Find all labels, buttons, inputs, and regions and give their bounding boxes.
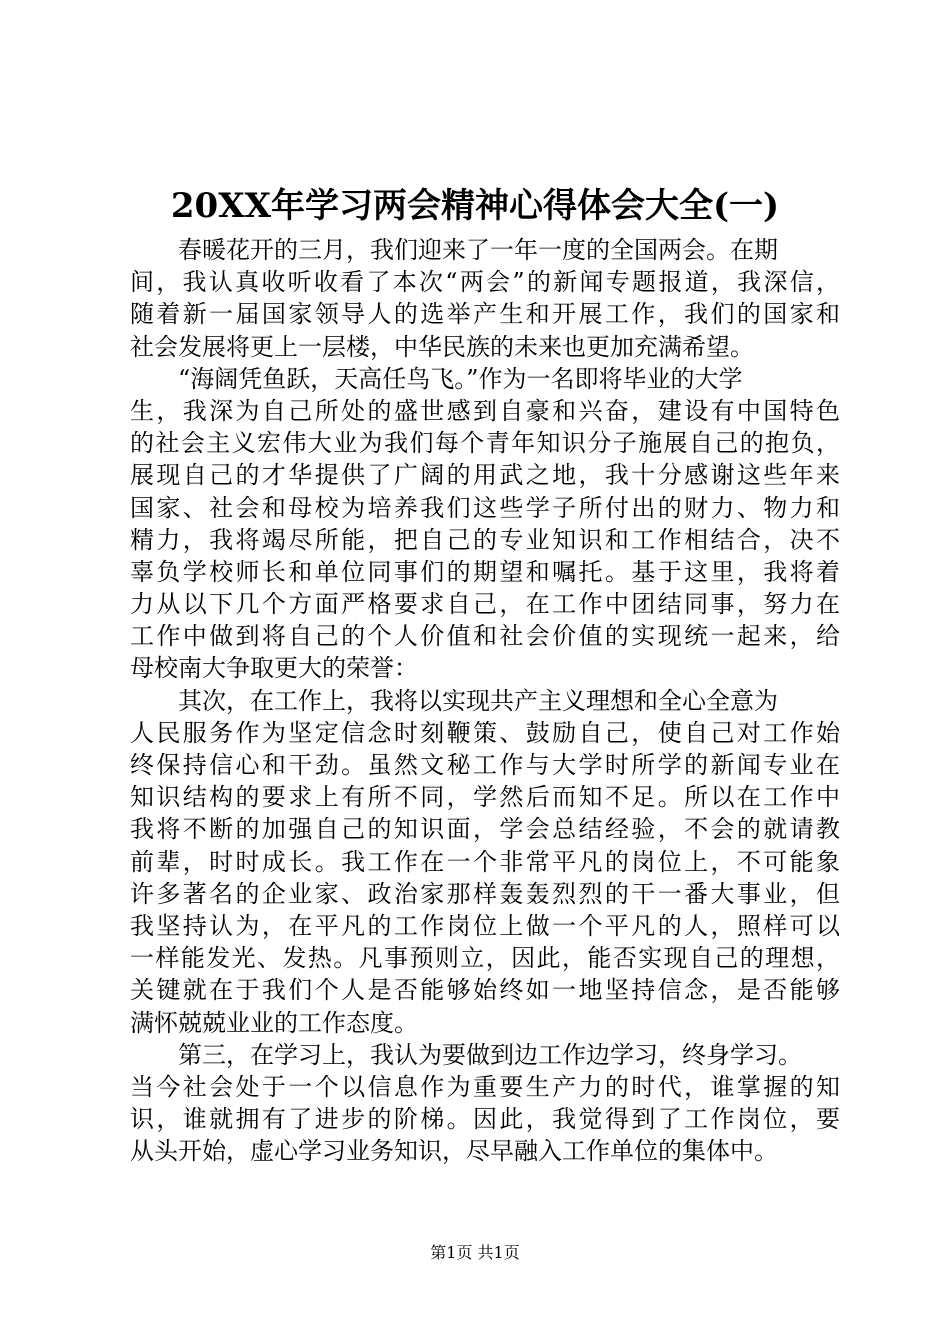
page-footer: 第1页 共1页 [430, 1243, 520, 1262]
text-line: 前辈，时时成长。我工作在一个非常平凡的岗位上，不可能象 [130, 847, 840, 876]
text-line: 我坚持认为，在平凡的工作岗位上做一个平凡的人，照样可以 [130, 911, 840, 940]
text-line: 春暖花开的三月，我们迎来了一年一度的全国两会。在期 [178, 236, 778, 264]
text-line: “海阔凭鱼跃，天高任鸟飞。”作为一名即将毕业的大学 [178, 364, 743, 393]
document-body [130, 234, 840, 1167]
text-line: 社会发展将更上一层楼，中华民族的未来也更加充满希望。 [130, 332, 754, 361]
text-line: 我将不断的加强自己的知识面，学会总结经验，不会的就请教 [130, 815, 840, 844]
text-line: 工作中做到将自己的个人价值和社会价值的实现统一起来，给 [130, 622, 840, 651]
text-line: 精力，我将竭尽所能，把自己的专业知识和工作相结合，决不 [130, 525, 840, 554]
text-line: 辜负学校师长和单位同事们的期望和嘱托。基于这里，我将着 [130, 557, 840, 586]
text-line: 知识结构的要求上有所不同，学然后而知不足。所以在工作中 [130, 783, 840, 812]
text-line: 生，我深为自己所处的盛世感到自豪和兴奋，建设有中国特色 [130, 396, 840, 425]
text-line: 终保持信心和干劲。虽然文秘工作与大学时所学的新闻专业在 [130, 751, 840, 779]
text-line: 其次，在工作上，我将以实现共产主义理想和全心全意为 [178, 686, 778, 715]
text-line: 从头开始，虚心学习业务知识，尽早融入工作单位的集体中。 [130, 1137, 778, 1166]
text-line: 力从以下几个方面严格要求自己，在工作中团结同事，努力在 [130, 590, 840, 619]
text-line: 随着新一届国家领导人的选举产生和开展工作，我们的国家和 [130, 300, 840, 329]
text-line: 关键就在于我们个人是否能够始终如一地坚持信念，是否能够 [130, 976, 840, 1005]
text-line: 识，谁就拥有了进步的阶梯。因此，我觉得到了工作岗位，要 [130, 1105, 840, 1134]
text-line: 当今社会处于一个以信息作为重要生产力的时代，谁掌握的知 [130, 1072, 840, 1101]
text-line: 许多著名的企业家、政治家那样轰轰烈烈的干一番大事业，但 [130, 879, 840, 908]
text-line: 人民服务作为坚定信念时刻鞭策、鼓励自己，使自己对工作始 [130, 718, 840, 747]
text-line: 的社会主义宏伟大业为我们每个青年知识分子施展自己的抱负， [130, 429, 840, 458]
text-line: 国家、社会和母校为培养我们这些学子所付出的财力、物力和 [130, 493, 840, 522]
document-title: 20XX年学习两会精神心得体会大全(一) [170, 186, 780, 226]
text-line: 间，我认真收听收看了本次“两会”的新闻专题报道，我深信， [130, 268, 840, 297]
text-line: 满怀兢兢业业的工作态度。 [130, 1008, 418, 1037]
text-line: 一样能发光、发热。凡事预则立，因此，能否实现自己的理想， [130, 944, 840, 973]
text-line: 展现自己的才华提供了广阔的用武之地，我十分感谢这些年来 [130, 461, 840, 490]
text-line: 母校南大争取更大的荣誉： [130, 654, 418, 683]
text-line: 第三，在学习上，我认为要做到边工作边学习，终身学习。 [178, 1040, 802, 1069]
